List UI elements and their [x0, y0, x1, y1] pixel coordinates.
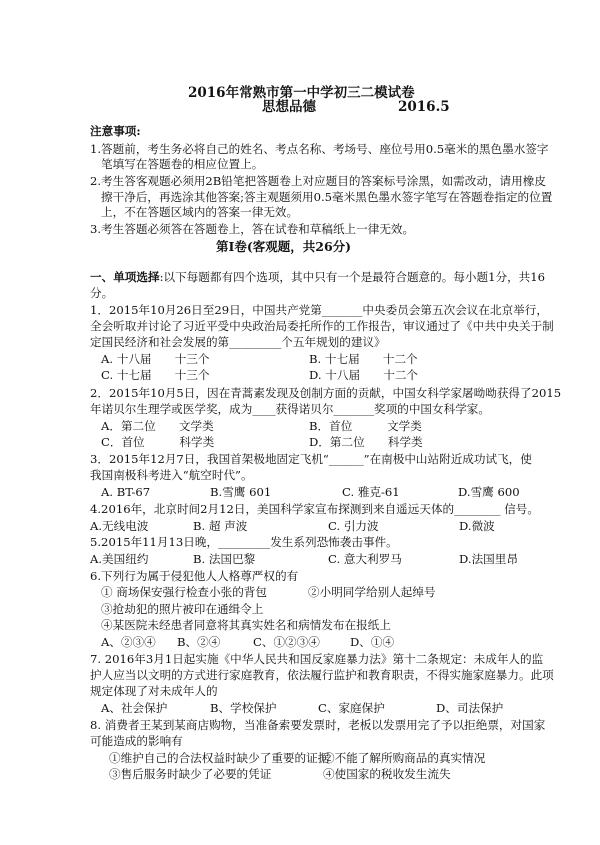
question-2-option-d: D．第二位 科学类: [309, 435, 423, 449]
question-2-line: 年诺贝尔生理学或医学奖，成为____获得诺贝尔_______奖项的中国女科学家。: [90, 402, 490, 416]
section1-instruction-cont: 分。: [90, 286, 114, 300]
question-4-option-c: C. 引力波: [328, 519, 379, 533]
question-8-line: 可能造成的影响有: [90, 734, 183, 748]
question-6-option-a: A、②③④: [101, 635, 156, 649]
exam-date: 2016.5: [398, 99, 450, 115]
question-1-line: 1．2015年10月26日至29日，中国共产党第_______中央委员会第五次会议在北京举行，: [90, 303, 548, 317]
question-7-line: 护人应当以文明的方式进行家庭教育，依法履行监护和教育职责，不得实施家庭暴力。此项: [90, 668, 554, 682]
question-3-option-c: C. 雅克-61: [342, 485, 400, 499]
question-1-option-b: B. 十七届 十二个: [309, 352, 418, 366]
exam-title: 2016年常熟市第一中学初三二模试卷: [188, 85, 415, 101]
question-6-statement: ④某医院未经患者同意将其真实姓名和病情发布在报纸上: [101, 618, 391, 632]
question-5-option-a: A.美国纽约: [90, 552, 149, 566]
question-5-option-b: B. 法国巴黎: [193, 552, 256, 566]
question-4-line: 4.2016年，北京时间2月12日，美国科学家宣布探测到来自遥远天体的________ 信号。: [90, 502, 539, 516]
question-7-line: 规定体现了对未成年人的: [90, 684, 218, 698]
question-6-statement: ③抢劫犯的照片被印在通缉令上: [101, 602, 264, 616]
question-3-line: 我国南极科考进入“航空时代”。: [90, 468, 253, 482]
question-4-option-a: A.无线电波: [90, 519, 149, 533]
question-8-option-3: ③售后服务时缺少了必要的凭证: [109, 767, 272, 781]
notice-line: 笔填写在答题卷的相应位置上。: [101, 157, 264, 171]
exam-subject: 思想品德: [262, 99, 316, 115]
question-1-option-a: A. 十八届 十三个: [101, 352, 210, 366]
question-8-option-1: ①维护自己的合法权益时缺少了重要的证据: [109, 751, 330, 765]
question-4-option-b: B. 超 声波: [193, 519, 248, 533]
question-6-line: 6.下列行为属于侵犯他人人格尊严权的有: [90, 569, 299, 583]
question-2-option-c: C．首位 科学类: [101, 435, 215, 449]
question-6-option-d: D、①④: [350, 635, 395, 649]
question-1-option-d: D. 十八届 十二个: [309, 368, 419, 382]
question-6-statement: ① 商场保安强行检查小张的背包: [101, 585, 267, 599]
notice-line: 1.答题前，考生务必将自己的姓名、考点名称、考场号、座位号用0.5毫米的黑色墨水签字: [90, 142, 549, 156]
notice-line: 擦干净后，再选涂其他答案;答主观题须用0.5毫米黑色墨水签字笔写在答题卷指定的位置: [101, 190, 553, 204]
part1-title: 第Ⅰ卷(客观题，共26分): [216, 239, 352, 254]
question-7-option-d: D、司法保护: [436, 701, 504, 715]
question-1-line: 定国民经济和社会发展的第_________个五年规划的建议》: [90, 335, 386, 349]
question-3-line: 3．2015年12月7日，我国首架极地固定飞机“______”在南极中山站附近成功试飞，使: [90, 452, 532, 466]
question-2-line: 2．2015年10月5日，因在青蒿素发现及创制方面的贡献，中国女科学家屠呦呦获得了2015: [90, 386, 562, 400]
question-7-line: 7. 2016年3月1日起实施《中华人民共和国反家庭暴力法》第十二条规定：未成年人的监: [90, 652, 544, 666]
question-3-option-b: B.雪鹰 601: [210, 485, 272, 499]
question-5-option-d: D.法国里昂: [459, 552, 518, 566]
notice-line: 上，不在答题区域内的答案一律无效。: [101, 205, 299, 219]
question-4-option-d: D.微波: [459, 519, 495, 533]
question-2-option-b: B．首位 文学类: [309, 419, 422, 433]
notice-line: 2.考生答客观题必须用2B铅笔把答题卷上对应题目的答案标号涂黑，如需改动，请用橡皮: [90, 174, 546, 188]
question-6-option-b: B、②④: [177, 635, 221, 649]
question-3-option-a: A. BT-67: [101, 485, 151, 499]
section1-heading: 一、单项选择: [90, 270, 160, 284]
question-8-option-4: ④使国家的税收发生流失: [323, 767, 451, 781]
question-1-line: 全会听取并讨论了习近平受中央政治局委托所作的工作报告，审议通过了《中共中央关于制: [90, 319, 554, 333]
question-7-option-c: C、家庭保护: [318, 701, 385, 715]
question-5-option-c: C. 意大利罗马: [328, 552, 402, 566]
question-7-option-a: A、社会保护: [101, 701, 168, 715]
question-6-statement: ②小明同学给别人起绰号: [308, 585, 436, 599]
question-6-option-c: C、①②③④: [253, 635, 320, 649]
question-2-option-a: A．第二位 文学类: [101, 419, 214, 433]
notice-line: 3.考生答题必须答在答题卷上，答在试卷和草稿纸上一律无效。: [90, 222, 415, 236]
question-8-line: 8. 消费者王某到某商店购物，当准备索要发票时，老板以发票用完了予以拒绝票，对国家: [90, 718, 546, 732]
question-5-line: 5.2015年11月13日晚，_________发生系列恐怖袭击事件。: [90, 535, 398, 549]
section1-instruction-text: :以下每题都有四个选项，其中只有一个是最符合题意的。每小题1分，共16: [159, 270, 546, 284]
section1-instruction: [90, 270, 545, 284]
question-1-option-c: C. 十七届 十三个: [101, 368, 210, 382]
question-3-option-d: D.雪鹰 600: [458, 485, 520, 499]
question-7-option-b: B、学校保护: [210, 701, 277, 715]
notice-heading: 注意事项:: [90, 124, 141, 138]
question-8-option-2: ②不能了解所购商品的真实情况: [323, 751, 486, 765]
